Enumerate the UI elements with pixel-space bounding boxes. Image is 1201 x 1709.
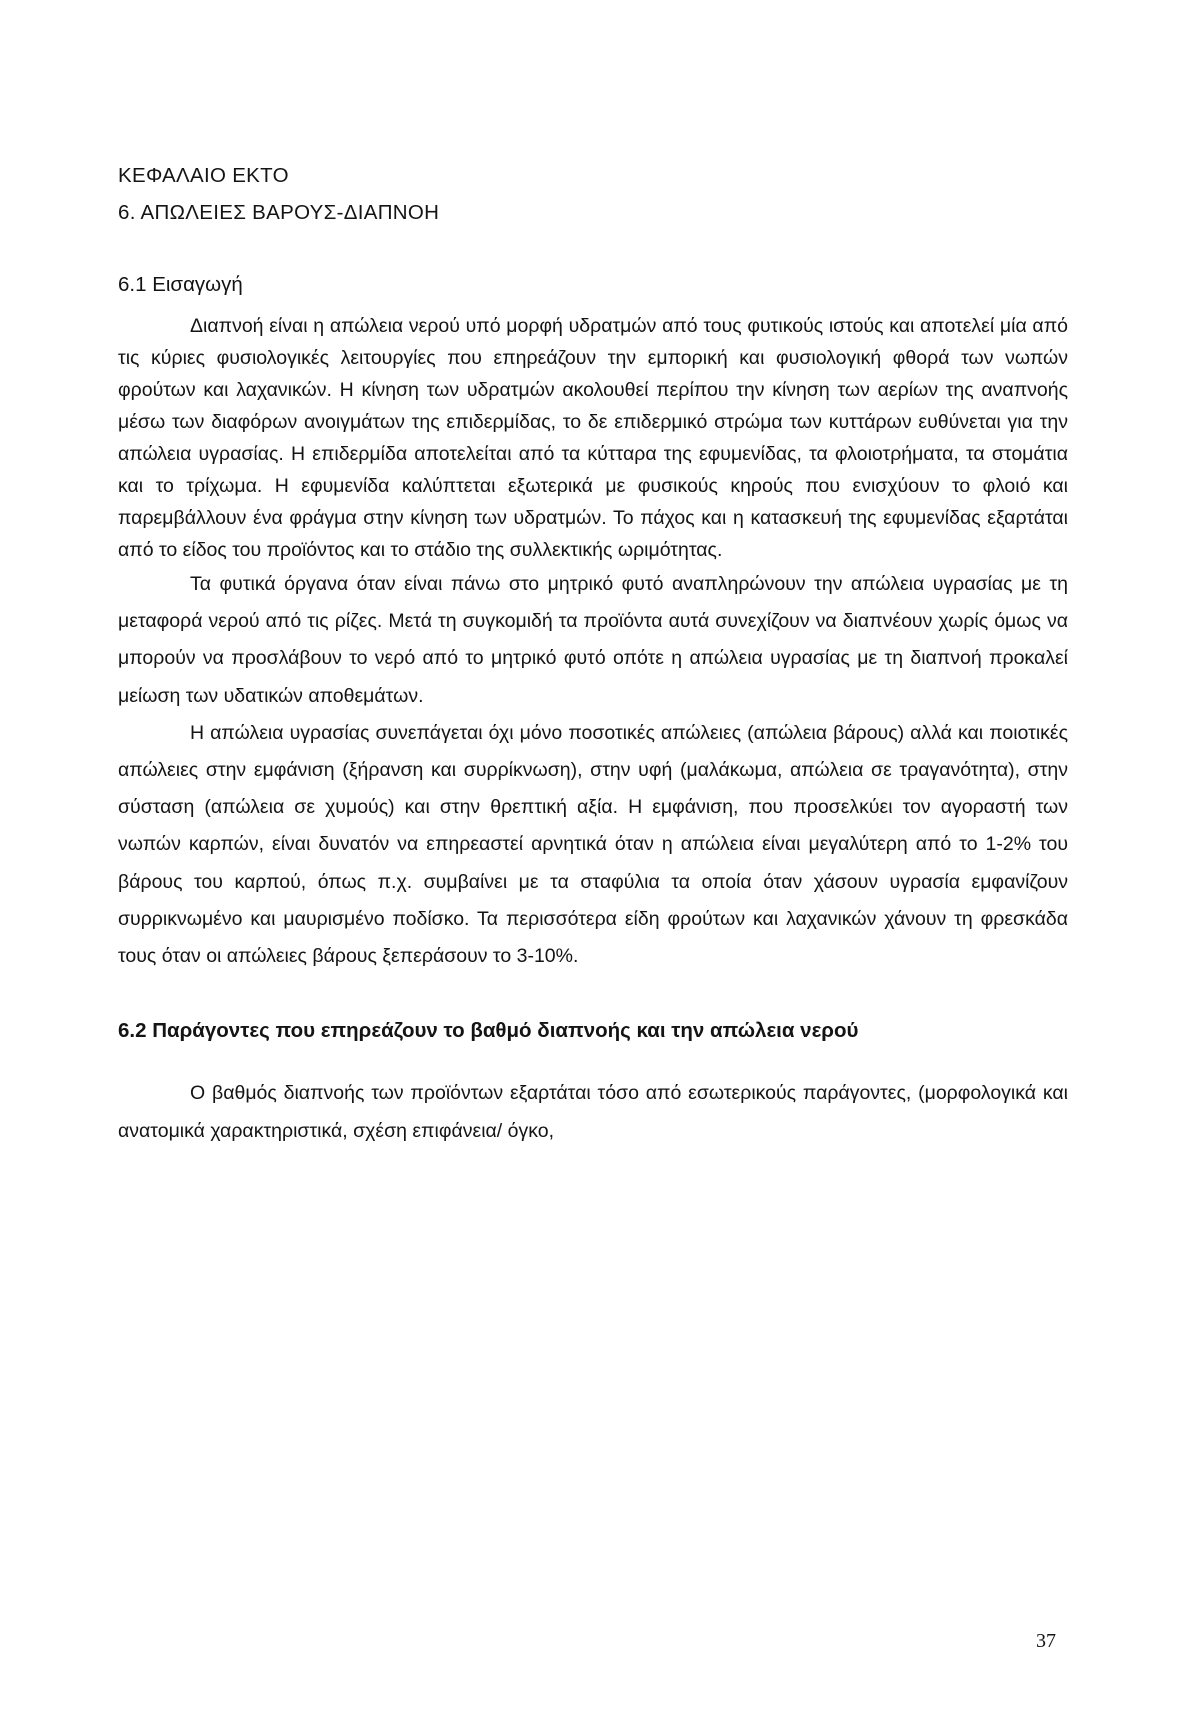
- paragraph: Ο βαθμός διαπνοής των προϊόντων εξαρτάται τόσο από εσωτερικούς παράγοντες, (μορφολογικά και ανατομικά χαρακτηριστικά, σχέση επιφάνεια/ όγκο,: [118, 1082, 1068, 1143]
- section-heading-6-2: 6.2 Παράγοντες που επηρεάζουν το βαθμό διαπνοής και την απώλεια νερού: [118, 1019, 859, 1043]
- section-heading-6-1: 6.1 Εισαγωγή: [118, 273, 243, 296]
- paragraph: Διαπνοή είναι η απώλεια νερού υπό μορφή υδρατμών από τους φυτικούς ιστούς και αποτελεί μία από τις κύριες φυσιολογικές λειτουργίες που επηρεάζουν την εμπορική και φυσιολογική φθορά των νωπών φρούτων και λαχανικών. Η κίνηση των υδρατμών ακολουθεί περίπου την κίνηση των αερίων της αναπνοής μέσω των διαφόρων ανοιγμάτων της επιδερμίδας, το δε επιδερμικό στρώμα των κυττάρων ευθύνεται για την απώλεια υγρασίας. Η επιδερμίδα αποτελείται από τα κύτταρα της εφυμενίδας, τα φλοιοτρήματα, τα στομάτια και το τρίχωμα. Η εφυμενίδα καλύπτεται εξωτερικά με φυσικούς κηρούς που ενισχύουν το φλοιό και παρεμβάλλουν ένα φράγμα στην κίνηση των υδρατμών. Το πάχος και η κατασκευή της εφυμενίδας εξαρτάται από το είδος του προϊόντος και το στάδιο της συλλεκτικής ωριμότητας.: [118, 315, 1068, 561]
- page-number: 37: [1036, 1630, 1056, 1652]
- chapter-label: ΚΕΦΑΛΑΙΟ ΕΚΤΟ: [118, 164, 289, 187]
- paragraph: Τα φυτικά όργανα όταν είναι πάνω στο μητρικό φυτό αναπληρώνουν την απώλεια υγρασίας με τη μεταφορά νερού από τις ρίζες. Μετά τη συγκομιδή τα προϊόντα αυτά συνεχίζουν να διαπνέουν χωρίς όμως να μπορούν να προσλάβουν το νερό από το μητρικό φυτό οπότε η απώλεια υγρασίας με τη διαπνοή προκαλεί μείωση των υδατικών αποθεμάτων.: [118, 573, 1068, 707]
- page-content: [118, 162, 1068, 1150]
- paragraph: Η απώλεια υγρασίας συνεπάγεται όχι μόνο ποσοτικές απώλειες (απώλεια βάρους) αλλά και ποιοτικές απώλειες στην εμφάνιση (ξήρανση και συρρίκνωση), στην υφή (μαλάκωμα, απώλεια σε τραγανότητα), στην σύσταση (απώλεια σε χυμούς) και στην θρεπτική αξία. Η εμφάνιση, που προσελκύει τον αγοραστή των νωπών καρπών, είναι δυνατόν να επηρεαστεί αρνητικά όταν η απώλεια είναι μεγαλύτερη από το 1-2% του βάρους του καρπού, όπως π.χ. συμβαίνει με τα σταφύλια τα οποία όταν χάσουν υγρασία εμφανίζουν συρρικνωμένο και μαυρισμένο ποδίσκο. Τα περισσότερα είδη φρούτων και λαχανικών χάνουν τη φρεσκάδα τους όταν οι απώλειες βάρους ξεπεράσουν το 3-10%.: [118, 721, 1068, 968]
- chapter-title: 6. ΑΠΩΛΕΙΕΣ ΒΑΡΟΥΣ-ΔΙΑΠΝΟΗ: [118, 201, 440, 224]
